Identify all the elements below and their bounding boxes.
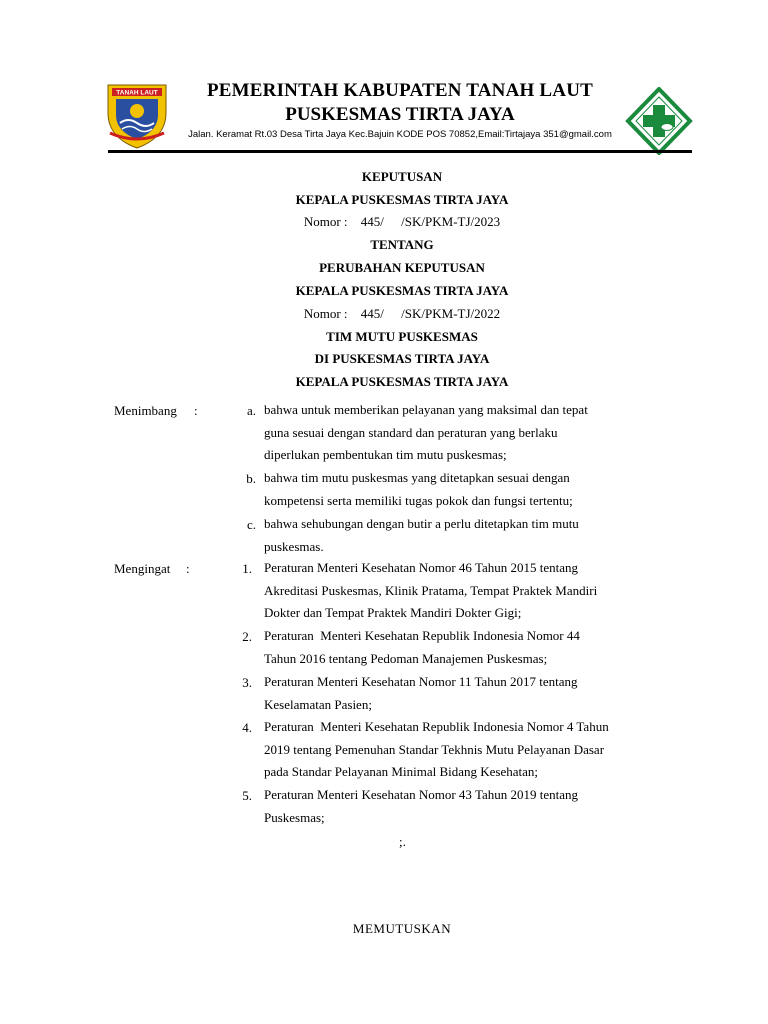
menimbang-item-a	[264, 399, 670, 467]
text-line: Keselamatan Pasien;	[264, 696, 372, 712]
mengingat-item-5	[264, 784, 670, 829]
letterhead-address: Jalan. Keramat Rt.03 Desa Tirta Jaya Kec.Bajuin KODE POS 70852,Email:Tirtajaya 351@gmail.com	[188, 129, 612, 140]
text-line: Peraturan Menteri Kesehatan Nomor 46 Tahun 2015 tentang	[264, 560, 579, 575]
title-keputusan: KEPUTUSAN	[361, 169, 443, 184]
menimbang-mark-b: b.	[246, 471, 256, 486]
text-line: puskesmas.	[264, 538, 324, 554]
mengingat-mark-5: 5.	[242, 788, 252, 803]
mengingat-item-3	[264, 671, 670, 716]
menimbang-mark-a: a.	[246, 403, 256, 418]
text-line: bahwa untuk memberikan pelayanan yang maksimal dan tepat	[264, 402, 588, 417]
title-di-puskesmas: DI PUSKESMAS TIRTA JAYA	[314, 351, 490, 366]
text-line: bahwa tim mutu puskesmas yang ditetapkan sesuai dengan	[264, 470, 570, 485]
nomor-number: 445/	[360, 306, 384, 321]
mengingat-item-1	[264, 557, 670, 625]
menimbang-mark-c: c.	[246, 517, 256, 532]
stray-punctuation: ;.	[399, 834, 406, 849]
text-line: bahwa sehubungan dengan butir a perlu ditetapkan tim mutu	[264, 516, 579, 531]
nomor-number: 445/	[360, 214, 384, 229]
letterhead-line-government: PEMERINTAH KABUPATEN TANAH LAUT	[206, 80, 594, 101]
text-line: Peraturan Menteri Kesehatan Republik Indonesia Nomor 4 Tahun	[264, 719, 609, 734]
nomor-suffix: /SK/PKM-TJ/2023	[401, 214, 501, 229]
text-line: kompetensi serta memiliki tugas pokok dan fungsi tertentu;	[264, 492, 573, 508]
text-line: diperlukan pembentukan tim mutu puskesmas;	[264, 447, 507, 463]
menimbang-item-c	[264, 513, 670, 558]
text-line: 2019 tentang Pemenuhan Standar Tekhnis Mutu Pelayanan Dasar	[264, 741, 605, 757]
title-nomor-2022	[100, 306, 704, 322]
letterhead-line-puskesmas: PUSKESMAS TIRTA JAYA	[285, 104, 515, 125]
title-perubahan: PERUBAHAN KEPUTUSAN	[319, 260, 485, 275]
title-kepala-puskesmas: KEPALA PUSKESMAS TIRTA JAYA	[295, 192, 509, 207]
heading-memutuskan: MEMUTUSKAN	[352, 921, 452, 936]
menimbang-label: Menimbang	[114, 403, 177, 418]
text-line: Peraturan Menteri Kesehatan Republik Indonesia Nomor 44	[264, 628, 580, 643]
mengingat-colon: :	[186, 561, 190, 576]
menimbang-colon: :	[194, 403, 198, 418]
mengingat-mark-2: 2.	[242, 629, 252, 644]
tanah-laut-emblem-logo	[106, 83, 168, 149]
text-line: Puskesmas;	[264, 809, 325, 825]
mengingat-mark-3: 3.	[242, 675, 252, 690]
nomor-label: Nomor :	[303, 306, 348, 321]
text-line: Dokter dan Tempat Praktek Mandiri Dokter Gigi;	[264, 605, 522, 621]
letterhead-rule	[108, 150, 692, 153]
text-line: Peraturan Menteri Kesehatan Nomor 11 Tahun 2017 tentang	[264, 674, 578, 689]
title-kepala-puskesmas-2: KEPALA PUSKESMAS TIRTA JAYA	[295, 283, 509, 298]
nomor-label: Nomor :	[303, 214, 348, 229]
text-line: guna sesuai dengan standard dan peraturan yang berlaku	[264, 424, 558, 440]
text-line: Tahun 2016 tentang Pedoman Manajemen Puskesmas;	[264, 650, 548, 666]
puskesmas-logo	[624, 87, 694, 155]
mengingat-item-4	[264, 716, 670, 784]
logo-left-label: TANAH LAUT	[116, 89, 158, 97]
text-line: Akreditasi Puskesmas, Klinik Pratama, Tempat Praktek Mandiri	[264, 582, 598, 598]
mengingat-item-2	[264, 625, 670, 670]
menimbang-item-b	[264, 467, 670, 512]
mengingat-mark-1: 1.	[242, 561, 252, 576]
title-tentang: TENTANG	[370, 237, 434, 252]
nomor-suffix: /SK/PKM-TJ/2022	[401, 306, 501, 321]
mengingat-mark-4: 4.	[242, 720, 252, 735]
title-tim-mutu: TIM MUTU PUSKESMAS	[326, 329, 478, 344]
title-kepala-puskesmas-3: KEPALA PUSKESMAS TIRTA JAYA	[295, 374, 509, 389]
text-line: Peraturan Menteri Kesehatan Nomor 43 Tahun 2019 tentang	[264, 787, 579, 802]
text-line: pada Standar Pelayanan Minimal Bidang Kesehatan;	[264, 764, 539, 780]
mengingat-label: Mengingat	[114, 561, 171, 576]
title-nomor-2023	[100, 214, 704, 230]
